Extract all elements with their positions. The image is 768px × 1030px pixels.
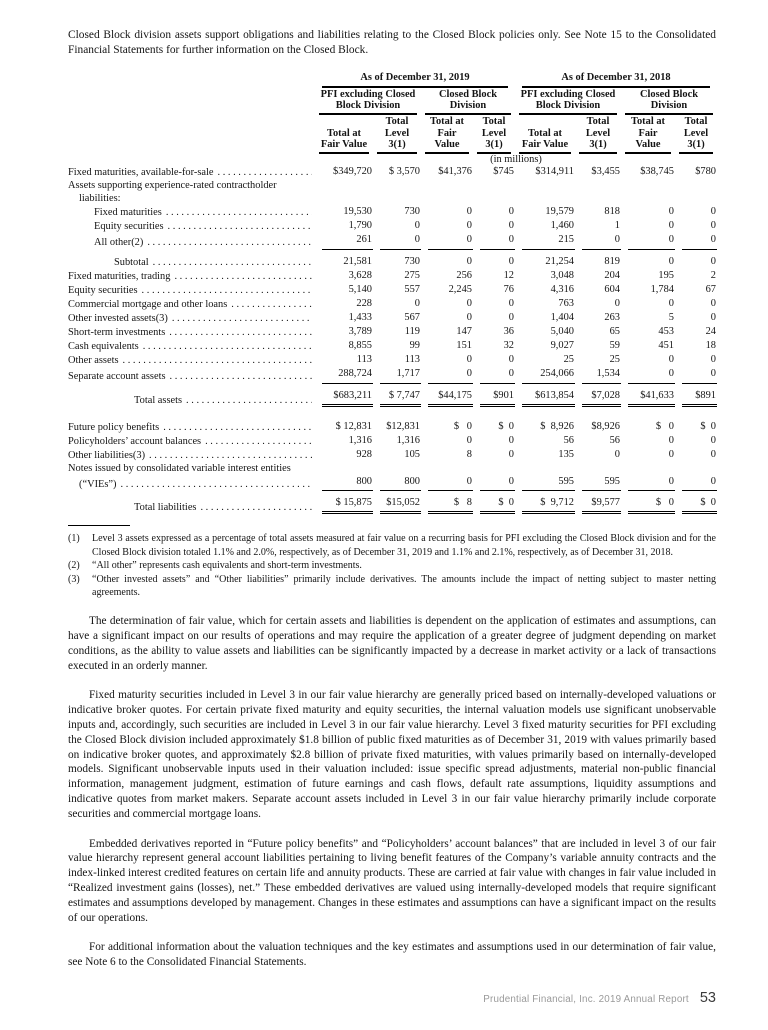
value-cell: 12: [503, 269, 514, 281]
value-cell: 151: [456, 340, 472, 352]
footnote-marker: (1): [68, 533, 80, 545]
value-cell: 2: [710, 269, 716, 281]
value-cell: $7,028: [575, 384, 621, 407]
value-cell: 0: [508, 220, 514, 232]
table-row: [68, 434, 717, 448]
value-cell: 0: [668, 255, 674, 267]
value-cell: 1,404: [550, 312, 574, 324]
footnote-text: “Other invested assets” and “Other liabilities” primarily include derivatives. The amounts include the impact of netting subject to master netting agreements.: [92, 573, 716, 598]
value-cell: 0: [668, 206, 674, 218]
value-cell: 0: [508, 255, 514, 267]
dot-leader: [172, 312, 312, 325]
value-cell: 9,027: [550, 340, 574, 352]
footnote-marker: (3): [68, 573, 80, 585]
value-cell: 256: [456, 269, 472, 281]
value-cell: 21,581: [343, 255, 372, 267]
value-cell: 0: [508, 434, 514, 446]
value-cell: 0: [466, 312, 472, 324]
dot-leader: [186, 394, 312, 407]
value-cell: 261: [315, 233, 373, 249]
row-label: Subtotal . . .: [68, 250, 315, 269]
table-row: [68, 297, 717, 311]
value-cell: 25: [563, 354, 574, 366]
division-header: Closed Block Division: [421, 88, 515, 115]
value-cell: $745: [493, 165, 514, 177]
value-cell: 0: [508, 206, 514, 218]
dot-leader: [142, 284, 312, 297]
value-cell: 730: [404, 255, 420, 267]
value-cell: 0: [473, 233, 515, 249]
column-header: Total at Fair Value: [621, 115, 675, 154]
table-row: [68, 311, 717, 325]
value-cell: 135: [558, 448, 574, 460]
table-body: [68, 165, 717, 514]
division-header: PFI excluding Closed Block Division: [315, 88, 421, 115]
table-row: [68, 205, 717, 219]
row-label: Notes issued by consolidated variable interest entities: [68, 463, 291, 475]
value-cell: 1,790: [348, 220, 372, 232]
value-cell: 0: [466, 434, 472, 446]
value-cell: 1,717: [373, 367, 421, 383]
value-cell: 0: [466, 297, 472, 309]
dot-leader: [121, 478, 313, 491]
table-row: [68, 353, 717, 367]
row-label: Policyholders’ account balances . . .: [68, 434, 315, 448]
dot-leader: [149, 449, 312, 462]
value-cell: 21,254: [545, 255, 574, 267]
value-cell: $ 0: [453, 420, 472, 432]
value-cell: 0: [614, 448, 620, 460]
footnotes: [68, 532, 716, 599]
value-cell: 0: [710, 354, 716, 366]
value-cell: 8: [466, 448, 472, 460]
units-note: (in millions): [490, 153, 542, 165]
value-cell: $ 0: [655, 420, 674, 432]
value-cell: 105: [404, 448, 420, 460]
footnote: [68, 532, 716, 559]
value-cell: 0: [421, 233, 473, 249]
value-cell: 451: [658, 340, 674, 352]
value-cell: 0: [710, 312, 716, 324]
column-header: Total Level 3(1): [373, 115, 421, 154]
value-cell: 5,140: [348, 283, 372, 295]
body-paragraph: The determination of fair value, which for certain assets and liabilities is dependent on the application of estimates and assumptions, can have a significant impact on our results of operations and may require the application of a greater degree of judgment depending on market conditions, as the ability to value assets and liabilities can be significantly impacted by a decrease in market activity or a lack of transactions executed in an orderly manner.: [68, 615, 716, 672]
value-cell: 0: [421, 475, 473, 491]
footnote-rule: [68, 525, 130, 526]
value-cell: 0: [414, 297, 420, 309]
value-cell: 0: [710, 448, 716, 460]
row-label: Assets supporting experience-rated contractholder: [68, 180, 277, 192]
body-paragraph: Fixed maturity securities included in Level 3 in our fair value hierarchy are generally priced based on internally-developed valuations or indicative broker quotes. For certain private fixed maturity and equity securities, the internal valuation models use significant unobservable inputs and, accordingly, such securities are included in Level 3 in our fair value hierarchy. Level 3 fixed maturity securities for PFI excluding the Closed Block division included approximately $1.8 billion of public fixed maturities as of December 31, 2019 with values primarily based on indicative broker quotes, and approximately $2.8 billion of private fixed maturities, with values primarily based on internally-developed models. Significant unobservable inputs used in their valuation included: issue specific spread adjustments, material non-public financial information, management judgment, estimation of future earnings and cash flows, default rate assumptions, liquidity assumptions and indicative quotes from market makers. Separate account assets included in Level 3 in our fair value hierarchy primarily include corporate securities and commercial mortgage loans.: [68, 689, 716, 820]
value-cell: 0: [621, 233, 675, 249]
value-cell: $ 0: [675, 491, 717, 514]
dot-leader: [174, 270, 312, 283]
column-header: Total at Fair Value: [315, 115, 373, 154]
value-cell: 0: [668, 297, 674, 309]
value-cell: 1,433: [348, 312, 372, 324]
footnote-text: Level 3 assets expressed as a percentage of total assets measured at fair value on a recurring basis for PFI excluding the Closed Block division and for the Closed Block division totaled 1.1% and 2.0%, respectively, as of December 31, 2019 and 1.1% and 2.1%, respectively, as of December 31, 2018.: [92, 533, 716, 558]
value-cell: 0: [421, 367, 473, 383]
row-label: Short-term investments . . .: [68, 325, 315, 339]
division-header: PFI excluding Closed Block Division: [515, 88, 621, 115]
value-cell: 204: [604, 269, 620, 281]
value-cell: 76: [503, 283, 514, 295]
value-cell: $41,633: [621, 384, 675, 407]
value-cell: 19,530: [343, 206, 372, 218]
value-cell: 800: [373, 475, 421, 491]
value-cell: 3,789: [348, 326, 372, 338]
value-cell: $ 0: [621, 491, 675, 514]
value-cell: $8,926: [591, 420, 620, 432]
value-cell: 3,628: [348, 269, 372, 281]
value-cell: 730: [404, 206, 420, 218]
value-cell: $38,745: [640, 165, 674, 177]
value-cell: 113: [404, 354, 420, 366]
row-label: Commercial mortgage and other loans . . .: [68, 297, 315, 311]
value-cell: 263: [604, 312, 620, 324]
value-cell: 0: [466, 255, 472, 267]
value-cell: 275: [404, 269, 420, 281]
value-cell: 818: [604, 206, 620, 218]
table-row: [68, 367, 717, 383]
row-label: Fixed maturities, available-for-sale . . .: [68, 165, 315, 179]
row-label: Equity securities . . .: [68, 219, 315, 233]
value-cell: $891: [675, 384, 717, 407]
value-cell: $349,720: [333, 165, 372, 177]
row-label: liabilities:: [79, 193, 121, 205]
body-paragraph: For additional information about the valuation techniques and the key estimates and assumptions used in our determination of fair value, see Note 6 to the Consolidated Financial Statements.: [68, 941, 716, 969]
table-row: [68, 179, 717, 192]
row-label: Equity securities . . .: [68, 283, 315, 297]
value-cell: $41,376: [438, 165, 472, 177]
value-cell: 1,316: [348, 434, 372, 446]
value-cell: 0: [668, 354, 674, 366]
value-cell: 0: [508, 312, 514, 324]
value-cell: 0: [621, 475, 675, 491]
value-cell: 0: [675, 475, 717, 491]
value-cell: $ 8: [421, 491, 473, 514]
value-cell: 0: [710, 434, 716, 446]
dot-leader: [205, 435, 312, 448]
value-cell: 595: [575, 475, 621, 491]
value-cell: 0: [373, 233, 421, 249]
value-cell: 5: [668, 312, 674, 324]
dot-leader: [218, 166, 313, 179]
value-cell: 0: [710, 255, 716, 267]
row-label: All other(2) . . .: [68, 233, 315, 249]
value-cell: 119: [404, 326, 420, 338]
table-row: [68, 219, 717, 233]
footnote: [68, 573, 716, 600]
value-cell: 215: [515, 233, 575, 249]
value-cell: 1,460: [550, 220, 574, 232]
table-row: [68, 462, 717, 475]
value-cell: $ 0: [498, 420, 514, 432]
year-header: As of December 31, 2019: [315, 71, 515, 88]
value-cell: 65: [609, 326, 620, 338]
column-header: Total at Fair Value: [421, 115, 473, 154]
value-cell: $ 12,831: [335, 420, 372, 432]
value-cell: 56: [563, 434, 574, 446]
row-label: Total liabilities . . .: [68, 491, 315, 514]
value-cell: $ 3,570: [388, 165, 420, 177]
table-row: [68, 325, 717, 339]
value-cell: $ 15,875: [315, 491, 373, 514]
value-cell: 5,040: [550, 326, 574, 338]
table-row: [68, 339, 717, 353]
value-cell: 0: [466, 206, 472, 218]
value-cell: 0: [668, 220, 674, 232]
value-cell: 0: [710, 297, 716, 309]
value-cell: 4,316: [550, 283, 574, 295]
value-cell: 800: [315, 475, 373, 491]
value-cell: 567: [404, 312, 420, 324]
value-cell: 453: [658, 326, 674, 338]
table-row: [68, 448, 717, 462]
value-cell: 1,534: [575, 367, 621, 383]
table-row: [68, 407, 717, 434]
value-cell: 8,855: [348, 340, 372, 352]
dot-leader: [143, 340, 312, 353]
value-cell: 18: [705, 340, 716, 352]
footer-text: Prudential Financial, Inc. 2019 Annual Report: [483, 994, 689, 1006]
value-cell: $901: [473, 384, 515, 407]
footnote: [68, 559, 716, 572]
value-cell: 819: [604, 255, 620, 267]
dot-leader: [168, 220, 312, 233]
value-cell: 0: [621, 367, 675, 383]
value-cell: $ 0: [700, 420, 716, 432]
column-header: Total Level 3(1): [675, 115, 717, 154]
value-cell: 113: [356, 354, 372, 366]
footnote-text: “All other” represents cash equivalents and short-term investments.: [92, 560, 362, 572]
value-cell: 0: [575, 233, 621, 249]
dot-leader: [123, 354, 313, 367]
value-cell: 0: [508, 448, 514, 460]
row-label: Fixed maturities . . .: [68, 205, 315, 219]
dot-leader: [147, 236, 312, 249]
row-label: Other assets . . .: [68, 353, 315, 367]
value-cell: 1,316: [396, 434, 420, 446]
value-cell: 67: [705, 283, 716, 295]
footnote-marker: (2): [68, 560, 80, 572]
value-cell: 0: [466, 354, 472, 366]
division-header: Closed Block Division: [621, 88, 717, 115]
dot-leader: [153, 256, 312, 269]
table-row: [68, 250, 717, 269]
value-cell: $780: [695, 165, 716, 177]
value-cell: 0: [675, 367, 717, 383]
value-cell: 0: [668, 434, 674, 446]
dot-leader: [200, 501, 312, 514]
value-cell: 99: [409, 340, 420, 352]
value-cell: 228: [356, 297, 372, 309]
year-header: As of December 31, 2018: [515, 71, 717, 88]
value-cell: 288,724: [315, 367, 373, 383]
value-cell: 56: [609, 434, 620, 446]
row-label: Separate account assets . . .: [68, 367, 315, 383]
value-cell: $9,577: [575, 491, 621, 514]
table-row: [68, 269, 717, 283]
fair-value-table: [68, 71, 717, 514]
column-header: Total at Fair Value: [515, 115, 575, 154]
value-cell: $314,911: [535, 165, 574, 177]
value-cell: $12,831: [386, 420, 420, 432]
value-cell: 0: [508, 354, 514, 366]
value-cell: 195: [658, 269, 674, 281]
value-cell: 24: [705, 326, 716, 338]
dot-leader: [231, 298, 312, 311]
row-label: Total assets . . .: [68, 384, 315, 407]
table-row: [68, 475, 717, 491]
value-cell: 2,245: [448, 283, 472, 295]
value-cell: 1: [614, 220, 620, 232]
dot-leader: [166, 206, 312, 219]
value-cell: 3,048: [550, 269, 574, 281]
table-row: [68, 165, 717, 179]
value-cell: 0: [466, 220, 472, 232]
value-cell: 928: [356, 448, 372, 460]
value-cell: $ 7,747: [373, 384, 421, 407]
dot-leader: [163, 421, 312, 434]
value-cell: 0: [508, 297, 514, 309]
value-cell: 25: [609, 354, 620, 366]
value-cell: 0: [710, 220, 716, 232]
column-header: Total Level 3(1): [473, 115, 515, 154]
value-cell: 595: [515, 475, 575, 491]
row-label: Fixed maturities, trading . . .: [68, 269, 315, 283]
row-label: Future policy benefits . . .: [68, 407, 315, 434]
value-cell: 763: [558, 297, 574, 309]
page-number: 53: [699, 990, 716, 1007]
value-cell: $683,211: [315, 384, 373, 407]
row-label: Other liabilities(3) . . .: [68, 448, 315, 462]
value-cell: 147: [456, 326, 472, 338]
table-row: [68, 192, 717, 205]
dot-leader: [170, 370, 312, 383]
value-cell: 1,784: [650, 283, 674, 295]
row-label: Other invested assets(3) . . .: [68, 311, 315, 325]
value-cell: 557: [404, 283, 420, 295]
dot-leader: [169, 326, 312, 339]
value-cell: $ 8,926: [540, 420, 574, 432]
value-cell: $15,052: [373, 491, 421, 514]
value-cell: 19,579: [545, 206, 574, 218]
table-header: [68, 71, 717, 165]
table-row: [68, 233, 717, 249]
page-footer: [68, 970, 716, 1006]
body-paragraph: Embedded derivatives reported in “Future policy benefits” and “Policyholders’ account balances” that are included in level 3 of our fair value hierarchy represent general account liabilities pertaining to living benefit features of the Company’s variable annuity contracts and the index-linked interest credited features on certain life and annuity products. These are carried at fair value with changes in fair value included in “Realized investment gains (losses), net.” These embedded derivatives are valued using internally-developed models that require significant estimates and assumptions developed by management. Changes in these estimates and assumptions can have a significant impact on the results of our operations.: [68, 837, 716, 924]
row-label: (“VIEs”) . . .: [68, 475, 315, 491]
intro-paragraph: Closed Block division assets support obligations and liabilities relating to the Closed Block policies only. See Note 15 to the Consolidated Financial Statements for further information on the Closed Block.: [68, 29, 716, 57]
value-cell: 32: [503, 340, 514, 352]
value-cell: 0: [414, 220, 420, 232]
value-cell: 0: [614, 297, 620, 309]
value-cell: 36: [503, 326, 514, 338]
value-cell: 0: [668, 448, 674, 460]
value-cell: 0: [473, 367, 515, 383]
value-cell: 604: [604, 283, 620, 295]
row-label: Cash equivalents . . .: [68, 339, 315, 353]
value-cell: 254,066: [515, 367, 575, 383]
table-row: [68, 384, 717, 407]
table-row: [68, 283, 717, 297]
value-cell: 0: [710, 206, 716, 218]
value-cell: $ 9,712: [515, 491, 575, 514]
value-cell: 0: [473, 475, 515, 491]
value-cell: 0: [675, 233, 717, 249]
value-cell: 59: [609, 340, 620, 352]
column-header: Total Level 3(1): [575, 115, 621, 154]
value-cell: $613,854: [515, 384, 575, 407]
value-cell: $3,455: [591, 165, 620, 177]
value-cell: $ 0: [473, 491, 515, 514]
table-row: [68, 491, 717, 514]
value-cell: $44,175: [421, 384, 473, 407]
